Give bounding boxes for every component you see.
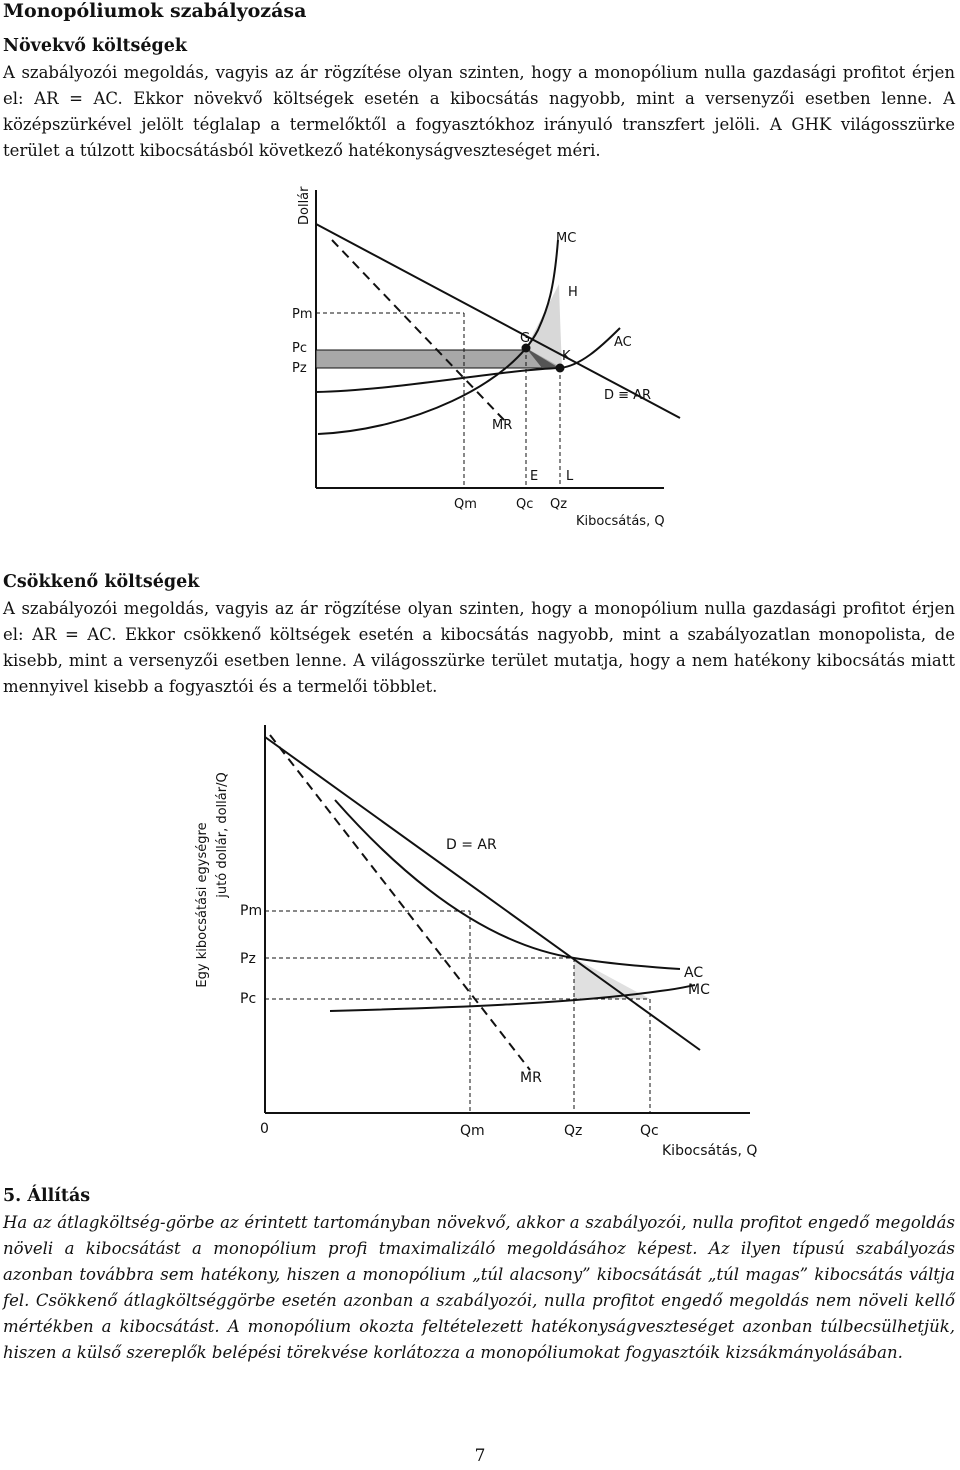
qc-label: Qc xyxy=(516,497,534,512)
mr-label: MR xyxy=(492,418,513,433)
point-h-label: H xyxy=(568,285,578,300)
x-axis-label: Kibocsátás, Q xyxy=(662,1143,758,1159)
qm-label: Qm xyxy=(454,497,477,512)
decreasing-paragraph: A szabályozói megoldás, vagyis az ár rögzítése olyan szinten, hogy a monopólium nulla gazdasági profitot érjen el: AR = AC. Ekkor csökkenő költségek esetén a kibocsátás nagyobb, mint a szabályozatlan monopolista, de kisebb, mint a versenyzői esetben lenne. A világosszürke terület mutatja, hogy a nem hatékony kibocsátás miatt mennyivel kisebb a fogyasztói és a termelői többlet. xyxy=(3,599,955,696)
increasing-heading: Növekvő költségek xyxy=(3,36,188,56)
y-axis-label: Dollár xyxy=(297,186,312,225)
qz-label: Qz xyxy=(564,1123,583,1139)
y-axis-label-line-1: Egy kibocsátási egységre xyxy=(195,822,210,988)
demand-label: D = AR xyxy=(446,837,497,853)
origin-label: 0 xyxy=(260,1121,269,1137)
qm-label: Qm xyxy=(460,1123,485,1139)
demand-curve xyxy=(265,737,700,1050)
demand-label: D ≡ AR xyxy=(604,388,652,403)
point-e-label: E xyxy=(530,469,539,484)
ac-label: AC xyxy=(684,965,704,981)
point-k xyxy=(556,364,565,373)
pm-label: Pm xyxy=(292,307,313,322)
pc-label: Pc xyxy=(292,341,307,356)
mr-curve xyxy=(270,735,530,1070)
mr-label: MR xyxy=(520,1070,542,1086)
mc-label: MC xyxy=(556,231,577,246)
point-k-label: K xyxy=(562,349,571,364)
point-l-label: L xyxy=(566,469,574,484)
section-title: Monopóliumok szabályozása xyxy=(3,0,307,22)
pz-label: Pz xyxy=(240,951,256,967)
transfer-rectangle xyxy=(316,350,560,368)
qz-label: Qz xyxy=(550,497,568,512)
x-axis-label: Kibocsátás, Q xyxy=(576,514,665,529)
figure-decreasing-costs xyxy=(190,715,780,1175)
claim-paragraph: Ha az átlagköltség-görbe az érintett tartományban növekvő, akkor a szabályozói, nulla profitot engedő megoldás növeli a kibocsátást a monopólium profi tmaximalizáló megoldásához képest. Az ilyen típusú szabályozás azonban továbbra sem hatékony, hiszen a monopólium „túl alacsony” kibocsátását „túl magas” kibocsátás váltja fel. Csökkenő átlagköltséggörbe esetén azonban a szabályozói, nulla profitot engedő megoldás nem növeli kellő mértékben a kibocsátást. A monopólium okozta feltételezett hatékonyságveszteséget azonban túlbecsülhetjük, hiszen a külső szereplők belépési törekvése korlátozza a monopóliumokat fogyasztóik kizsákmányolásában. xyxy=(3,1213,955,1362)
ac-label: AC xyxy=(614,335,632,350)
pm-label: Pm xyxy=(240,903,263,919)
pz-label: Pz xyxy=(292,361,307,376)
qc-label: Qc xyxy=(640,1123,659,1139)
increasing-paragraph: A szabályozói megoldás, vagyis az ár rögzítése olyan szinten, hogy a monopólium nulla gazdasági profitot érjen el: AR = AC. Ekkor növekvő költségek esetén a kibocsátás nagyobb, mint a versenyzői esetben lenne. A középszürkével jelölt téglalap a termelőktől a fogyasztókhoz irányuló transzfert jelöli. A GHK világosszürke terület a túlzott kibocsátásból következő hatékonyságveszteséget méri. xyxy=(3,63,955,160)
mc-label: MC xyxy=(688,982,710,998)
figure-increasing-costs xyxy=(280,180,700,540)
page-number: 7 xyxy=(474,1446,486,1466)
decreasing-heading: Csökkenő költségek xyxy=(3,572,200,592)
mr-curve xyxy=(332,240,504,420)
pc-label: Pc xyxy=(240,991,257,1007)
y-axis-label-line-2: jutó dollár, dollár/Q xyxy=(215,772,230,898)
point-g-label: G xyxy=(520,331,531,346)
claim-heading: 5. Állítás xyxy=(3,1186,91,1206)
